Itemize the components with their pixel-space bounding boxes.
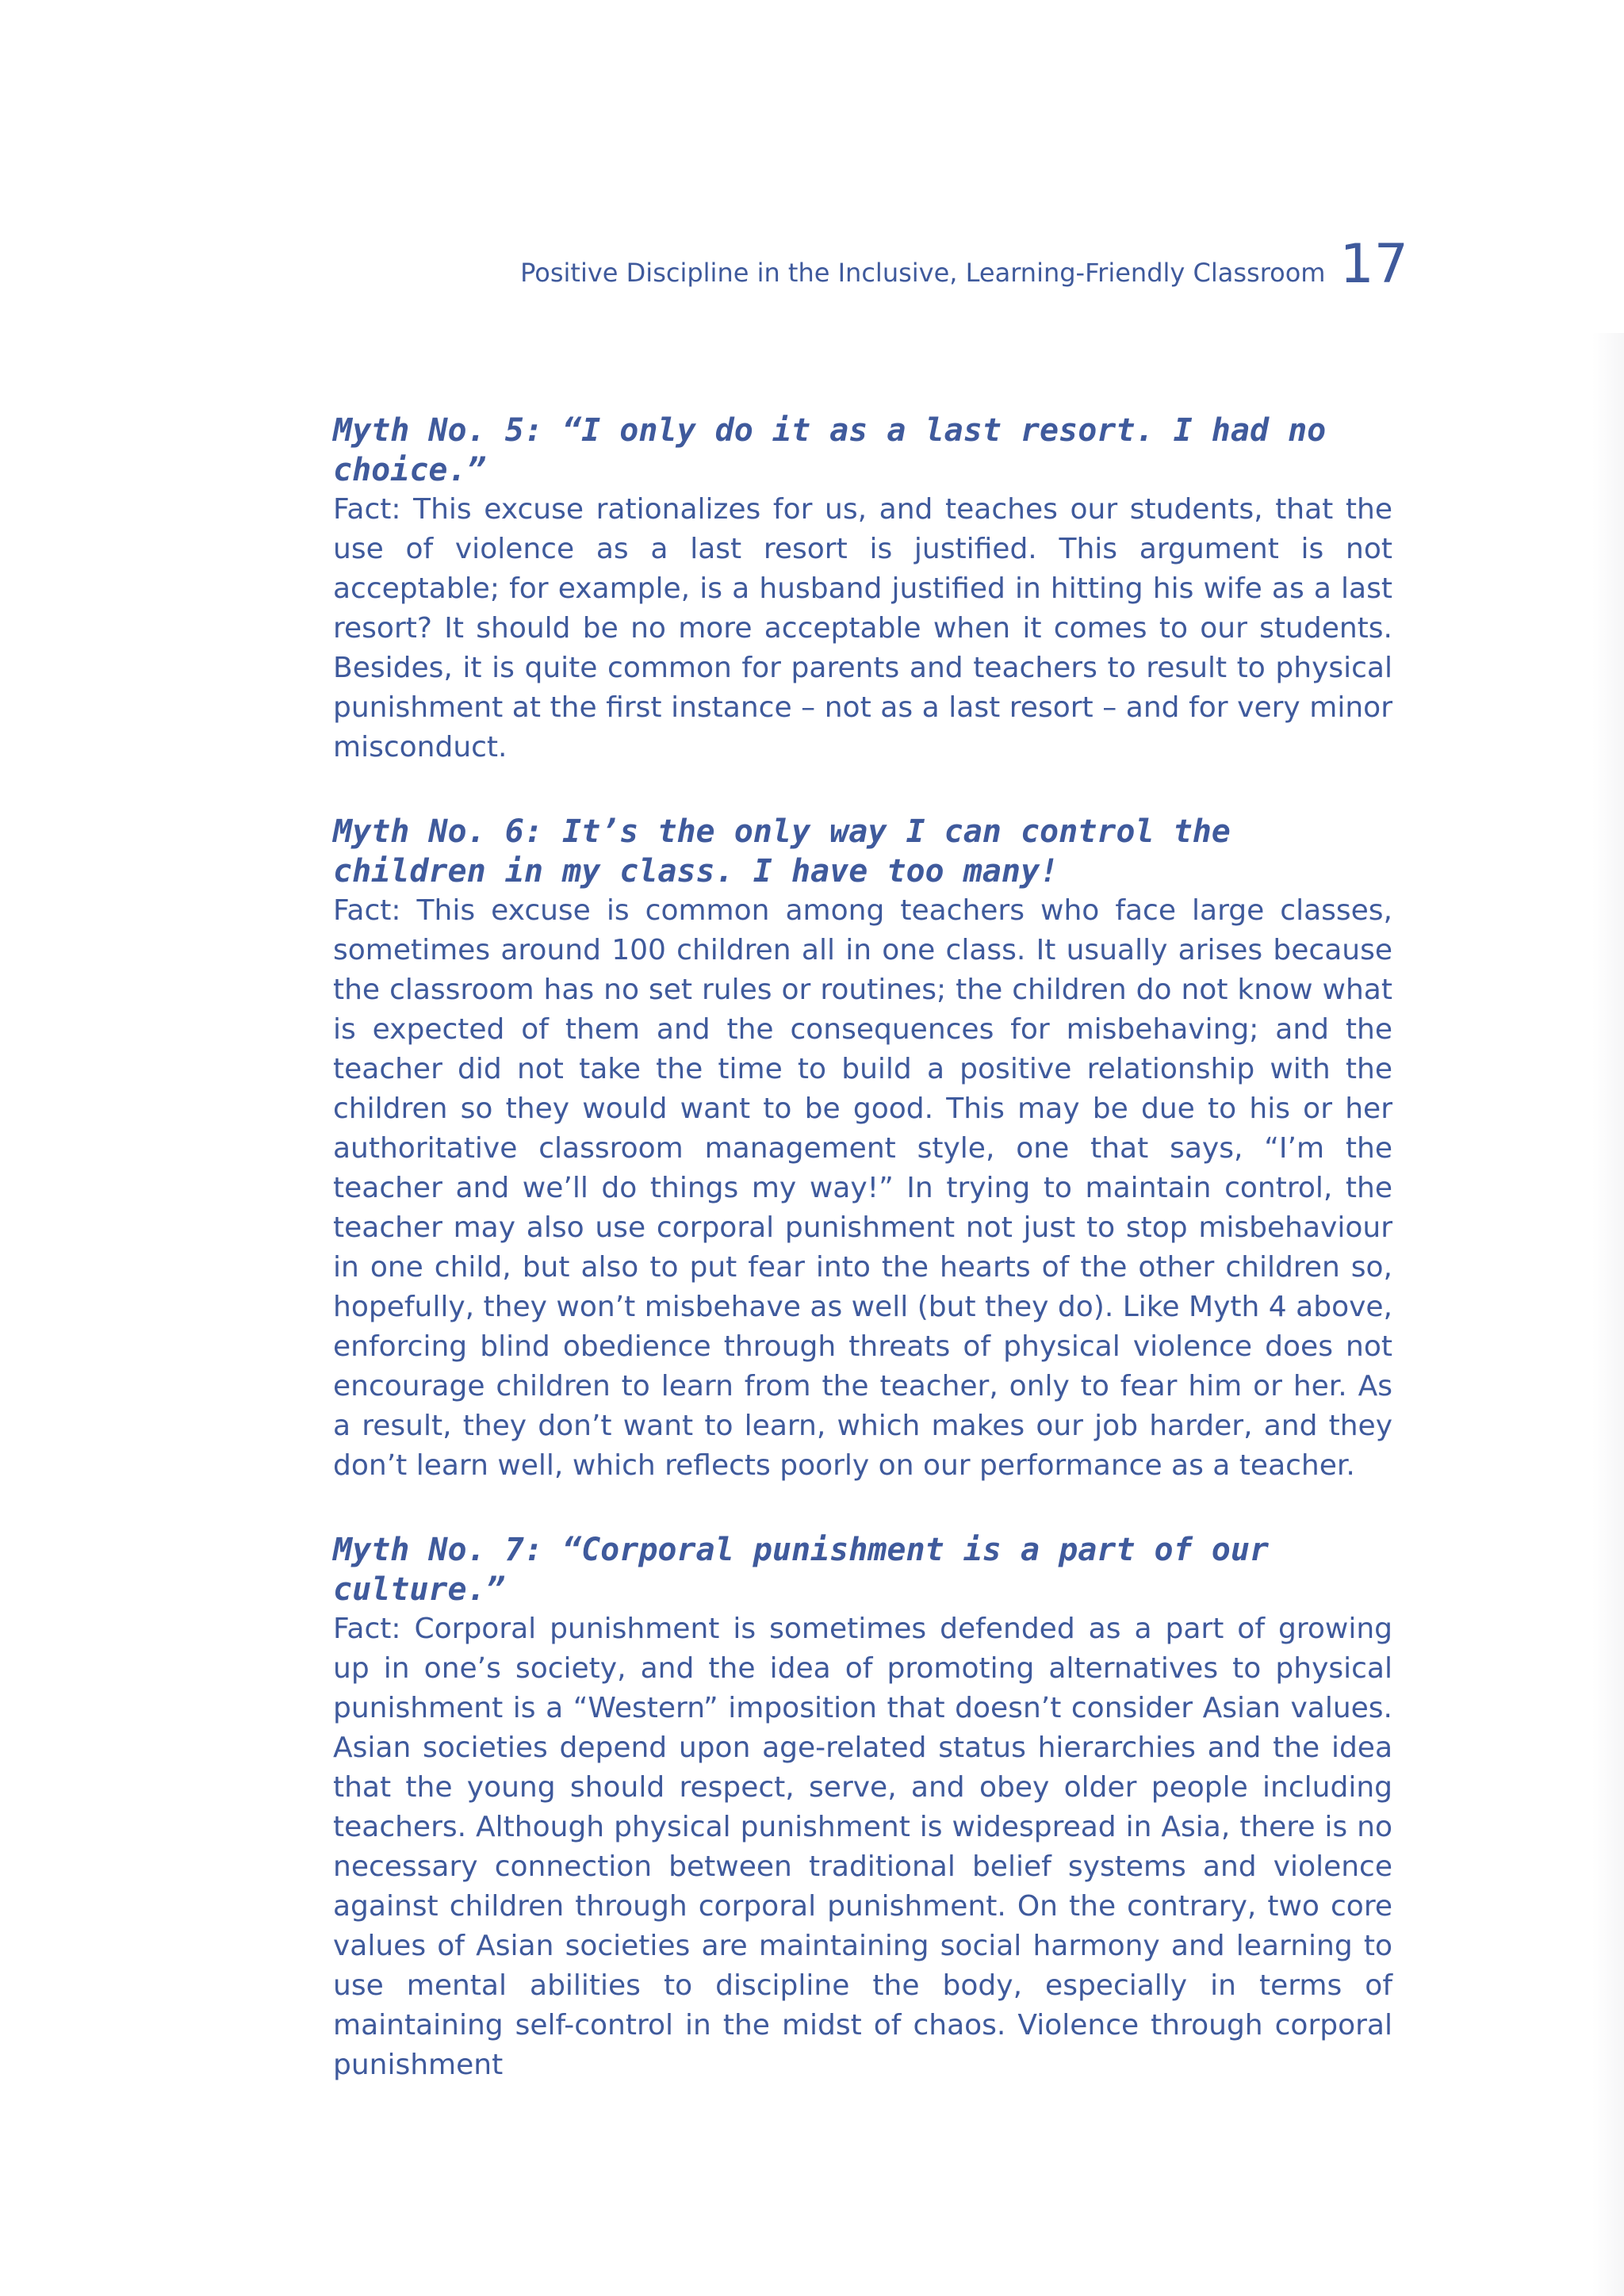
myth-section-7 (333, 1530, 1392, 2085)
myth-heading: Myth No. 6: It’s the only way I can control the children in my class. I have too many! (333, 813, 1231, 890)
page-number: 17 (1339, 233, 1408, 296)
page-body (333, 411, 1392, 2130)
page-edge-shadow (1592, 333, 1624, 2296)
fact-paragraph: Fact: This excuse is common among teachers who face large classes, sometimes around 100 children all in one class. It usually arises because the classroom has no set rules or routines; the children do not know what is expected of them and the consequences for misbehaving; and the teacher did not take the time to build a positive relationship with the children so they would want to be good. This may be due to his or her authoritative classroom management style, one that says, “I’m the teacher and we’ll do things my way!” In trying to maintain control, the teacher may also use corporal punishment not just to stop misbehaviour in one child, but also to put fear into the hearts of the other children so, hopefully, they won’t misbehave as well (but they do). Like Myth 4 above, enforcing blind obedience through threats of physical violence does not encourage children to learn from the teacher, only to fear him or her. As a result, they don’t want to learn, which makes our job harder, and they don’t learn well, which reflects poorly on our performance as a teacher. (333, 894, 1392, 1482)
myth-section-6 (333, 812, 1392, 1486)
myth-heading: Myth No. 5: “I only do it as a last resort. I had no choice.” (333, 412, 1327, 488)
running-header-title: Positive Discipline in the Inclusive, Learning-Friendly Classroom (520, 258, 1326, 288)
myth-section-5 (333, 411, 1392, 767)
running-header (520, 233, 1408, 296)
myth-heading: Myth No. 7: “Corporal punishment is a part of our culture.” (333, 1532, 1270, 1608)
fact-paragraph: Fact: Corporal punishment is sometimes defended as a part of growing up in one’s society, and the idea of promoting alternatives to physical punishment is a “Western” imposition that doesn’t consider Asian values. Asian societies depend upon age-related status hierarchies and the idea that the young should respect, serve, and obey older people including teachers. Although physical punishment is widespread in Asia, there is no necessary connection between traditional belief systems and violence against children through corporal punishment. On the contrary, two core values of Asian societies are maintaining social harmony and learning to use mental abilities to discipline the body, especially in terms of maintaining self-control in the midst of chaos. Violence through corporal punishment (333, 1613, 1392, 2081)
fact-paragraph: Fact: This excuse rationalizes for us, and teaches our students, that the use of violence as a last resort is justified. This argument is not acceptable; for example, is a husband justified in hitting his wife as a last resort? It should be no more acceptable when it comes to our students. Besides, it is quite common for parents and teachers to result to physical punishment at the first instance – not as a last resort – and for very minor misconduct. (333, 493, 1392, 763)
